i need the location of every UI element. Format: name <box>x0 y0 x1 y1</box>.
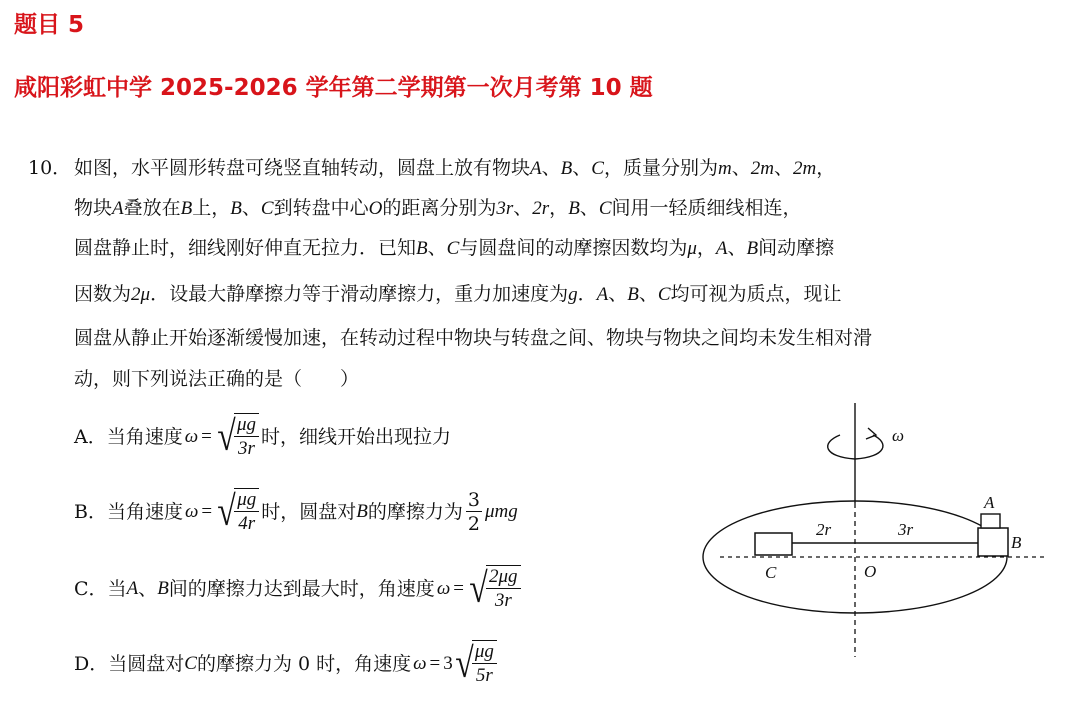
question-line-1: 如图，水平圆形转盘可绕竖直轴转动，圆盘上放有物块A、B、C，质量分别为m、2m、2m， <box>74 157 836 179</box>
problem-source: 咸阳彩虹中学 2025-2026 学年第二学期第一次月考第 10 题 <box>14 75 653 101</box>
label-o: O <box>864 562 877 581</box>
question-line-5: 圆盘从静止开始逐渐缓慢加速，在转动过程中物块与转盘之间、物块与物块之间均未发生相对滑 <box>74 327 873 349</box>
label-c: C <box>765 563 777 582</box>
option-b-label: B． <box>74 501 107 523</box>
block-c <box>755 533 792 555</box>
label-a: A <box>984 493 995 512</box>
label-3r: 3r <box>898 520 914 539</box>
label-2r: 2r <box>816 520 832 539</box>
question-line-3: 圆盘静止时，细线刚好伸直无拉力．已知B、C与圆盘间的动摩擦因数均为μ，A、B间动摩擦 <box>74 237 835 259</box>
question-line-6: 动，则下列说法正确的是（ ） <box>74 368 360 390</box>
option-b-formula: ω = √ $\frac{\mu g}{4r}$ <box>185 488 259 536</box>
omega-label: ω <box>892 426 905 445</box>
turntable-figure <box>690 395 1060 665</box>
option-d-label: D． <box>74 653 109 675</box>
option-a[interactable]: A． 当角速度 ω = √ $\frac{\mu g}{3r}$ 时，细线开始出现拉力 <box>74 414 452 460</box>
option-c-label: C． <box>74 578 108 600</box>
option-d-formula: ω = 3 √ $\frac{\mu g}{5r}$ <box>413 640 497 688</box>
option-a-formula: ω = √ $\frac{\mu g}{3r}$ <box>185 413 259 461</box>
option-a-label: A． <box>74 426 107 448</box>
option-b[interactable]: B． 当角速度 ω = √ $\frac{\mu g}{4r}$ 时，圆盘对 B 的摩擦力为 $\frac{3}{2}$ μmg <box>74 488 518 535</box>
question-number: 10． <box>28 157 72 179</box>
option-d[interactable]: D． 当圆盘对 C 的摩擦力为 0 时，角速度 ω = 3 √ $\frac{\mu g}{5r}$ <box>74 640 499 688</box>
option-c-formula: ω = √ $\frac{2\mu g}{3r}$ <box>437 565 521 613</box>
block-a <box>981 514 1000 528</box>
question-line-4: 因数为2μ．设最大静摩擦力等于滑动摩擦力，重力加速度为g．A、B、C均可视为质点，现让 <box>74 283 842 305</box>
option-b-fraction: $\frac{3}{2}$ <box>467 488 480 535</box>
block-b <box>978 528 1008 556</box>
problem-title: 题目 5 <box>14 12 85 38</box>
label-b: B <box>1011 533 1022 552</box>
question-line-2: 物块A叠放在B上，B、C到转盘中心O的距离分别为3r、2r，B、C间用一轻质细线相连， <box>74 197 802 219</box>
option-c[interactable]: C． 当 A 、 B 间的摩擦力达到最大时，角速度 ω = √ $\frac{2\mu g}{3r}$ <box>74 565 523 613</box>
